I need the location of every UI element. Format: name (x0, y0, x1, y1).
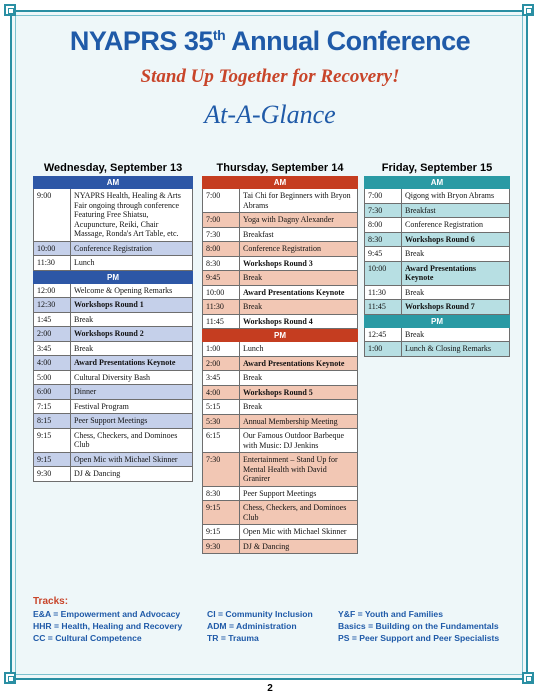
row-time: 6:15 (203, 429, 240, 452)
title-rest: Annual Conference (225, 26, 471, 56)
track-item: Basics = Building on the Fundamentals (338, 621, 499, 631)
row-event: Our Famous Outdoor Barbeque with Music: DJ Jenkins (243, 431, 345, 450)
corner-ornament (522, 672, 534, 684)
track-item: E&A = Empowerment and Advocacy (33, 609, 181, 619)
schedule-row (364, 262, 510, 286)
row-time: 9:30 (34, 467, 71, 481)
schedule-row (202, 315, 358, 330)
schedule-row (202, 371, 358, 386)
row-event: Break (243, 402, 263, 411)
day-title: Wednesday, September 13 (43, 162, 183, 174)
row-event: Open Mic with Michael Skinner (243, 527, 347, 536)
row-event: Break (243, 302, 263, 311)
row-time: 10:00 (365, 262, 402, 285)
schedule-row (202, 213, 358, 228)
schedule-row (202, 228, 358, 243)
corner-ornament (522, 4, 534, 16)
schedule-row (364, 286, 510, 301)
row-time: 5:15 (203, 400, 240, 414)
row-event: Cultural Diversity Bash (74, 372, 150, 382)
row-time: 2:00 (34, 327, 71, 341)
row-event: Breakfast (405, 205, 436, 215)
row-time: 6:00 (34, 385, 71, 399)
row-event: Workshops Round 2 (74, 329, 144, 338)
row-time: 5:30 (203, 415, 240, 429)
section-band-pm: PM (33, 271, 193, 284)
section-band-am: AM (202, 176, 358, 189)
friday-schedule (364, 160, 510, 357)
row-event: Chess, Checkers, and Dominoes Club (74, 430, 178, 449)
row-event: Tai Chi for Beginners with Bryon Abrams (243, 191, 351, 210)
schedule-row (202, 415, 358, 430)
row-event: Workshops Round 3 (243, 258, 313, 268)
track-item: CI = Community Inclusion (207, 609, 313, 619)
page-number: 2 (267, 683, 273, 694)
track-item: TR = Trauma (207, 633, 259, 643)
section-band-am: AM (33, 176, 193, 189)
row-event: Workshops Round 4 (243, 316, 313, 326)
row-time: 8:30 (203, 487, 240, 501)
row-time: 9:15 (34, 453, 71, 467)
title-superscript: th (212, 27, 226, 43)
schedule-row (364, 189, 510, 204)
day-title: Friday, September 15 (381, 162, 493, 174)
row-event: Break (243, 273, 263, 282)
schedule-row (202, 501, 358, 525)
schedule-row (33, 298, 193, 313)
row-time: 10:00 (34, 242, 71, 256)
row-time: 7:30 (203, 453, 240, 486)
schedule-row (33, 189, 193, 242)
row-event: Workshops Round 6 (405, 234, 475, 244)
schedule-row (33, 467, 193, 482)
row-event: Conference Registration (243, 244, 321, 253)
row-time: 11:30 (203, 300, 240, 314)
row-event: Dinner (74, 387, 97, 396)
row-event: Lunch & Closing Remarks (405, 344, 491, 353)
tracks-legend (33, 596, 503, 643)
schedule-row (364, 247, 510, 262)
schedule-row (202, 487, 358, 502)
tracks-grid (33, 609, 503, 643)
row-time: 9:15 (203, 525, 240, 539)
row-event: Award Presentations Keynote (405, 263, 477, 282)
row-event: Workshops Round 7 (405, 302, 475, 311)
row-event: Workshops Round 5 (243, 387, 313, 397)
track-item: PS = Peer Support and Peer Specialists (338, 633, 500, 643)
row-time: 3:45 (203, 371, 240, 385)
row-event: Lunch (243, 344, 264, 353)
schedule-row (202, 257, 358, 272)
row-time: 5:00 (34, 371, 71, 385)
schedule-row (33, 453, 193, 468)
section-band-pm: PM (202, 329, 358, 342)
row-event: Break (74, 343, 94, 353)
row-time: 8:15 (34, 414, 71, 428)
row-event: Conference Registration (405, 220, 483, 229)
row-event: Welcome & Opening Remarks (74, 285, 173, 295)
row-event: Award Presentations Keynote (243, 287, 345, 297)
row-time: 7:30 (365, 204, 402, 218)
row-event: Workshops Round 1 (74, 300, 144, 309)
row-time: 4:00 (34, 356, 71, 370)
corner-ornament (4, 4, 16, 16)
row-time: 9:00 (34, 189, 71, 241)
row-time: 7:30 (203, 228, 240, 242)
row-time: 8:30 (365, 233, 402, 247)
schedule-row (33, 414, 193, 429)
row-time: 9:15 (34, 429, 71, 452)
page-subtitle: Stand Up Together for Recovery! (140, 66, 400, 87)
row-event: Lunch (74, 258, 95, 267)
row-event: Break (405, 329, 425, 339)
at-a-glance-heading: At-A-Glance (204, 100, 336, 129)
schedule-row (33, 327, 193, 342)
schedule-row (33, 256, 193, 271)
row-event: Festival Program (74, 401, 129, 411)
row-time: 8:30 (203, 257, 240, 271)
row-time: 9:30 (203, 540, 240, 554)
schedule-row (202, 400, 358, 415)
schedule-row (202, 242, 358, 257)
section-band-am: AM (364, 176, 510, 189)
row-event: DJ & Dancing (74, 469, 121, 478)
schedule-row (364, 218, 510, 233)
schedule-row (202, 300, 358, 315)
row-event: Break (74, 314, 94, 324)
row-event: Open Mic with Michael Skinner (74, 454, 178, 464)
row-time: 11:30 (365, 286, 402, 300)
row-time: 2:00 (203, 357, 240, 371)
schedule-row (33, 342, 193, 357)
schedule-row (202, 386, 358, 401)
track-item: Y&F = Youth and Families (338, 609, 443, 619)
row-time: 9:45 (365, 247, 402, 261)
row-time: 4:00 (203, 386, 240, 400)
row-time: 7:00 (203, 213, 240, 227)
schedule-row (33, 429, 193, 453)
track-item: ADM = Administration (207, 621, 297, 631)
row-event: NYAPRS Health, Healing & Arts Fair ongoing through conference Featuring Free Shiatsu, Acupuncture, Reiki, Chair Massage, Ronda's Art Table, etc. (74, 191, 181, 238)
row-event: Chess, Checkers, and Dominoes Club (243, 503, 347, 522)
tracks-heading: Tracks: (33, 596, 69, 607)
schedule-row (202, 189, 358, 213)
row-event: Award Presentations Keynote (243, 358, 345, 368)
row-event: Break (405, 287, 425, 297)
row-event: Break (243, 373, 263, 382)
thursday-schedule (202, 160, 358, 554)
row-event: Conference Registration (74, 243, 152, 253)
row-time: 7:00 (203, 189, 240, 212)
schedule-row (33, 313, 193, 328)
row-time: 9:15 (203, 501, 240, 524)
track-item: HHR = Health, Healing and Recovery (33, 621, 183, 631)
schedule-row (33, 385, 193, 400)
schedule-row (33, 284, 193, 299)
row-time: 7:15 (34, 400, 71, 414)
row-time: 1:45 (34, 313, 71, 327)
schedule-row (202, 286, 358, 301)
row-event: Entertainment – Stand Up for Mental Health with David Granirer (243, 455, 338, 483)
page-title (0, 26, 540, 57)
row-event: Breakfast (243, 229, 274, 239)
row-time: 12:30 (34, 298, 71, 312)
schedule-row (202, 525, 358, 540)
row-time: 11:30 (34, 256, 71, 270)
row-time: 9:45 (203, 271, 240, 285)
schedule-row (202, 453, 358, 487)
row-event: Annual Membership Meeting (243, 416, 338, 426)
schedule-row (364, 300, 510, 315)
schedule-row (202, 357, 358, 372)
corner-ornament (4, 672, 16, 684)
row-time: 12:00 (34, 284, 71, 298)
row-time: 11:45 (203, 315, 240, 329)
row-event: Break (405, 249, 425, 258)
row-time: 1:00 (365, 342, 402, 356)
schedule-row (364, 328, 510, 343)
row-event: Peer Support Meetings (243, 488, 317, 498)
schedule-row (202, 342, 358, 357)
schedule-row (33, 371, 193, 386)
schedule-row (364, 204, 510, 219)
schedule-row (202, 540, 358, 555)
row-time: 11:45 (365, 300, 402, 314)
schedule-row (364, 342, 510, 357)
section-band-pm: PM (364, 315, 510, 328)
row-time: 3:45 (34, 342, 71, 356)
row-time: 7:00 (365, 189, 402, 203)
schedule-row (33, 242, 193, 257)
day-title: Thursday, September 14 (216, 162, 344, 174)
schedule-row (33, 400, 193, 415)
title-main: NYAPRS 35 (69, 26, 213, 56)
row-time: 8:00 (365, 218, 402, 232)
schedule-row (202, 429, 358, 453)
schedule-row (33, 356, 193, 371)
row-time: 12:45 (365, 328, 402, 342)
row-time: 10:00 (203, 286, 240, 300)
row-event: Peer Support Meetings (74, 416, 148, 425)
schedule-row (364, 233, 510, 248)
row-event: DJ & Dancing (243, 541, 290, 551)
row-event: Qigong with Bryon Abrams (405, 191, 495, 200)
row-event: Yoga with Dagny Alexander (243, 215, 334, 224)
wednesday-schedule (33, 160, 193, 482)
row-event: Award Presentations Keynote (74, 358, 176, 367)
row-time: 8:00 (203, 242, 240, 256)
row-time: 1:00 (203, 342, 240, 356)
track-item: CC = Cultural Competence (33, 633, 142, 643)
schedule-row (202, 271, 358, 286)
